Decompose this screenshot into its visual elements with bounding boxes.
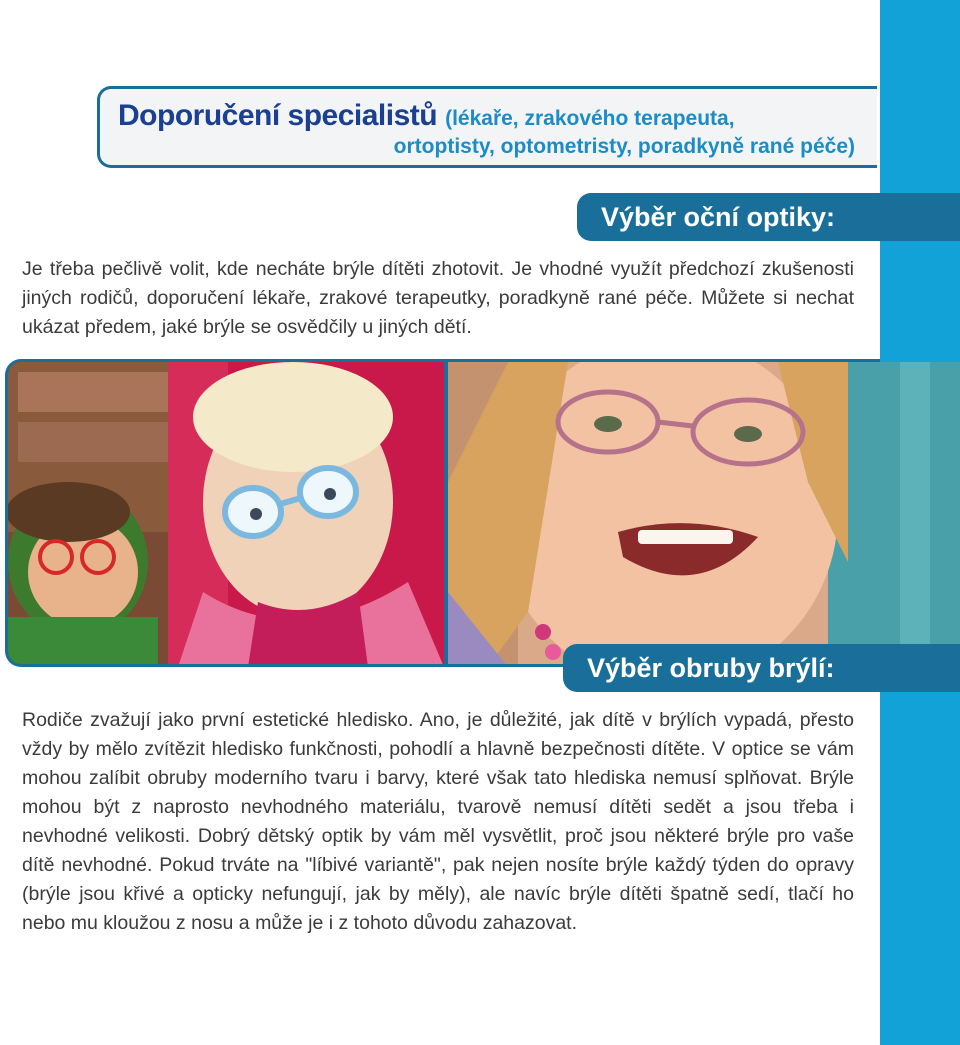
page-title: Doporučení specialistů bbox=[118, 99, 438, 132]
photo-bleed-edge bbox=[880, 362, 960, 662]
section-heading-optics: Výběr oční optiky: bbox=[577, 193, 960, 241]
photo-girl-pink-glasses bbox=[448, 362, 880, 667]
title-box bbox=[97, 86, 877, 168]
title-subtitle-line2: ortoptisty, optometristy, poradkyně rané péče) bbox=[393, 135, 855, 158]
paragraph-optics: Je třeba pečlivě volit, kde necháte brýle dítěti zhotovit. Je vhodné využít předchozí zkušenosti jiných rodičů, doporučení lékaře, zrakové terapeutky, poradkyně rané péče. Můžete si nechat ukázat předem, jaké brýle se osvědčily u jiných dětí. bbox=[22, 258, 854, 338]
section-heading-frames: Výběr obruby brýlí: bbox=[563, 644, 960, 692]
title-subtitle-line1: (lékaře, zrakového terapeuta, bbox=[445, 107, 735, 130]
paragraph-frames: Rodiče zvažují jako první estetické hledisko. Ano, je důležité, jak dítě v brýlích vypadá, přesto vždy by mělo zvítězit hledisko funkčnosti, pohodlí a hlavně bezpečnosti dítěte. V optice se vám mohou zalíbit obruby moderního tvaru i barvy, které však tato hlediska nemusí splňovat. Brýle mohou být z naprosto nevhodného materiálu, tvarově nemusí dítěti sedět a jsou třeba i nevhodné velikosti. Dobrý dětský optik by vám měl vysvětlit, proč jsou některé brýle pro vaše dítě nevhodné. Pokud trváte na "líbivé variantě", pak nejen nosíte brýle každý týden do opravy (brýle jsou křivé a opticky nefungují, jak by měly), ale navíc brýle dítěti špatně sedí, tlačí ho nebo mu kloužou z nosu a může je i z tohoto důvodu zahazovat. bbox=[22, 709, 854, 934]
photo-toddler-blue-glasses bbox=[8, 362, 444, 667]
photo-frame bbox=[5, 359, 880, 667]
title-line bbox=[118, 99, 735, 133]
